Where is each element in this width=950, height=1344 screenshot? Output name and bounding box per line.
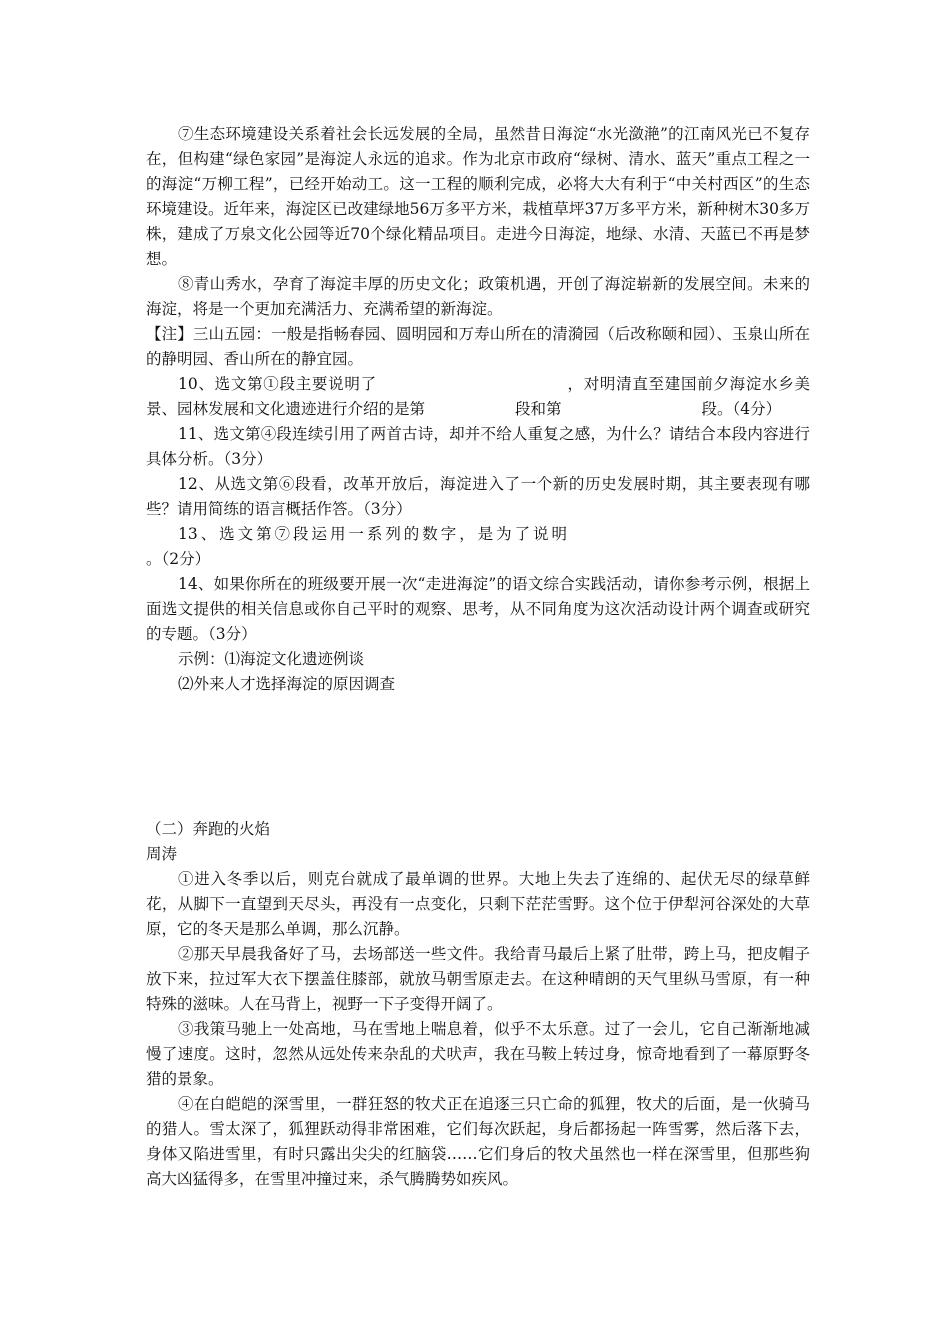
example-1: 示例：⑴海淀文化遗迹例谈 [178, 650, 365, 668]
question-11: 11、选文第④段连续引用了两首古诗，却并不给人重复之感，为什么？请结合本段内容进行具体分析。（3分） [146, 425, 810, 468]
question-10-part-b: ，对明清直至建国前夕海淀水乡美景、园林发展和文化遗迹进行介绍的是第 [146, 375, 810, 418]
paragraph-1: ①进入冬季以后，则克台就成了最单调的世界。大地上失去了连绵的、起伏无尽的绿草鲜花，从脚下一直望到天尽头，再没有一点变化，只剩下茫茫雪野。这个位于伊犁河谷深处的大草原，它的冬天是那么单调，那么沉静。 [146, 870, 810, 938]
question-10-part-a: 10、选文第①段主要说明了 [178, 375, 377, 393]
section-2 [146, 817, 810, 1192]
question-10-part-d: 段。（4分） [701, 400, 782, 418]
question-10 [146, 372, 810, 422]
question-13 [146, 522, 810, 572]
paragraph-7: ⑦生态环境建设关系着社会长远发展的全局，虽然昔日海淀“水光潋滟”的江南风光已不复存在，但构建“绿色家园”是海淀人永远的追求。作为北京市政府“绿树、清水、蓝天”重点工程之一的海淀“万柳工程”，已经开始动工。这一工程的顺利完成，必将大大有利于“中关村西区”的生态环境建设。近年来，海淀区已改建绿地56万多平方米，栽植草坪37万多平方米，新种树木30多万株，建成了万泉文化公园等近70个绿化精品项目。走进今日海淀，地绿、水清、天蓝已不再是梦想。 [146, 125, 810, 268]
section-title: （二）奔跑的火焰 [146, 820, 271, 838]
paragraph-2: ②那天早晨我备好了马，去场部送一些文件。我给青马最后上紧了肚带，跨上马，把皮帽子放下来，拉过军大衣下摆盖住膝部，就放马朝雪原走去。在这种晴朗的天气里纵马雪原，有一种特殊的滋味。人在马背上，视野一下子变得开阔了。 [146, 945, 810, 1013]
document-page [146, 122, 810, 1192]
author: 周涛 [146, 845, 178, 863]
paragraph-4: ④在白皑皑的深雪里，一群狂怒的牧犬正在追逐三只亡命的狐狸，牧犬的后面，是一伙骑马的猎人。雪太深了，狐狸跃动得非常困难，它们每次跃起，身后都扬起一阵雪雾，然后落下去，身体又陷进雪里，有时只露出尖尖的红脑袋……它们身后的牧犬虽然也一样在深雪里，但那些狗高大凶猛得多，在雪里冲撞过来，杀气腾腾势如疾风。 [146, 1095, 810, 1188]
question-13-part-b: 。（2分） [146, 550, 211, 568]
question-12: 12、从选文第⑥段看，改革开放后，海淀进入了一个新的历史发展时期，其主要表现有哪些？请用简练的语言概括作答。（3分） [146, 475, 810, 518]
question-13-part-a: 13、选文第⑦段运用一系列的数字，是为了说明 [178, 525, 570, 543]
question-10-part-c: 段和第 [515, 400, 562, 418]
footnote: 【注】三山五园：一般是指畅春园、圆明园和万寿山所在的清漪园（后改称颐和园）、玉泉山所在的静明园、香山所在的静宜园。 [146, 325, 810, 368]
question-14: 14、如果你所在的班级要开展一次“走进海淀”的语文综合实践活动，请你参考示例，根据上面选文提供的相关信息或你自己平时的观察、思考，从不同角度为这次活动设计两个调查或研究的专题。（3分） [146, 575, 810, 643]
example-2: ⑵外来人才选择海淀的原因调查 [178, 675, 396, 693]
paragraph-8: ⑧青山秀水，孕育了海淀丰厚的历史文化；政策机遇，开创了海淀崭新的发展空间。未来的海淀，将是一个更加充满活力、充满希望的新海淀。 [146, 275, 810, 318]
paragraph-3: ③我策马驰上一处高地，马在雪地上喘息着，似乎不太乐意。过了一会儿，它自己渐渐地减慢了速度。这时，忽然从远处传来杂乱的犬吠声，我在马鞍上转过身，惊奇地看到了一幕原野冬猎的景象。 [146, 1020, 810, 1088]
